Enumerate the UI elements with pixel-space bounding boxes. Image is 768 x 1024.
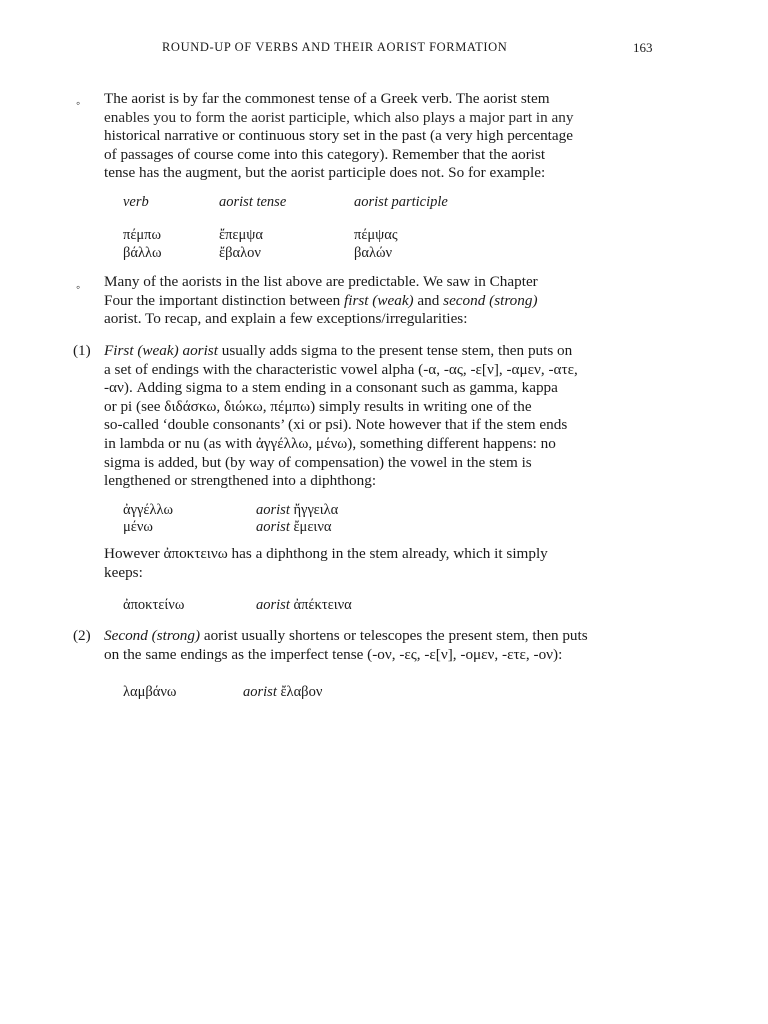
apokteino-example <box>0 596 768 616</box>
section-number: (1) <box>73 342 91 359</box>
text-line: Second (strong) aorist usually shortens or telescopes the present stem, then puts <box>104 627 588 644</box>
text-line: -αν). Adding sigma to a stem ending in a consonant such as gamma, kappa <box>104 379 558 397</box>
text-line: historical narrative or continuous story set in the past (a very high percentage <box>104 127 573 145</box>
text-line: on the same endings as the imperfect tense (-ον, -ες, -ε[ν], -ομεν, -ετε, -ον): <box>104 645 563 663</box>
text-line: First (weak) aorist usually adds sigma to the present tense stem, then puts on <box>104 342 573 359</box>
example-aorist: aorist ἔμεινα <box>256 519 332 535</box>
bullet1-paragraph <box>104 90 670 183</box>
bullet2-paragraph <box>104 273 670 329</box>
example-verb: λαμβάνω <box>123 684 177 700</box>
text-line: enables you to form the aorist participle, which also plays a major part in any <box>104 108 574 126</box>
lambano-example <box>0 683 768 703</box>
text-line: The aorist is by far the commonest tense of a Greek verb. The aorist stem <box>104 90 550 107</box>
page-number: 163 <box>633 40 653 55</box>
however-paragraph <box>104 545 670 582</box>
table-cell: ἔπεμψα <box>219 227 263 243</box>
aorist-example-table <box>0 193 768 263</box>
example-aorist: aorist ἤγγειλα <box>256 502 339 518</box>
column-header-aorist-tense: aorist tense <box>219 194 287 210</box>
running-head-title: ROUND-UP OF VERBS AND THEIR AORIST FORMATION <box>162 40 508 54</box>
text-line: Many of the aorists in the list above are predictable. We saw in Chapter <box>104 273 538 290</box>
text-line: However ἀποκτεινω has a diphthong in the stem already, which it simply <box>104 545 548 562</box>
text-line: so-called ‘double consonants’ (xi or psi). Note however that if the stem ends <box>104 416 568 434</box>
text-line: lengthened or strengthened into a diphthong: <box>104 472 377 490</box>
text-line: of passages of course come into this category). Remember that the aorist <box>104 145 546 163</box>
column-header-aorist-participle: aorist participle <box>354 194 448 210</box>
table-cell: πέμπω <box>123 227 162 243</box>
table-cell: βάλλω <box>123 245 162 261</box>
text-line: or pi (see διδάσκω, διώκω, πέμπω) simply results in writing one of the <box>104 397 532 415</box>
example-verb: μένω <box>123 519 153 535</box>
bullet-icon: ◦ <box>76 96 81 110</box>
example-aorist: aorist ἀπέκτεινα <box>256 597 352 613</box>
liquid-aorist-examples <box>0 501 768 541</box>
section2-paragraph <box>104 627 670 664</box>
section-number: (2) <box>73 627 91 644</box>
text-line: sigma is added, but (by way of compensation) the vowel in the stem is <box>104 453 532 471</box>
example-verb: ἀγγέλλω <box>123 502 174 518</box>
text-line: aorist. To recap, and explain a few exceptions/irregularities: <box>104 310 468 328</box>
table-cell: ἔβαλον <box>219 245 261 261</box>
column-header-verb: verb <box>123 194 149 210</box>
text-line: in lambda or nu (as with ἀγγέλλω, μένω), something different happens: no <box>104 434 556 452</box>
table-cell: πέμψας <box>354 227 398 243</box>
example-verb: ἀποκτείνω <box>123 597 185 613</box>
example-aorist: aorist ἔλαβον <box>243 684 323 700</box>
section1-paragraph <box>104 342 670 491</box>
text-line: tense has the augment, but the aorist participle does not. So for example: <box>104 164 546 182</box>
bullet-icon: ◦ <box>76 280 81 294</box>
text-line: keeps: <box>104 563 143 581</box>
text-line: a set of endings with the characteristic vowel alpha (-α, -ας, -ε[ν], -αμεν, -ατε, <box>104 360 578 378</box>
running-head <box>0 40 768 60</box>
table-cell: βαλών <box>354 245 393 261</box>
text-line: Four the important distinction between first (weak) and second (strong) <box>104 291 538 309</box>
